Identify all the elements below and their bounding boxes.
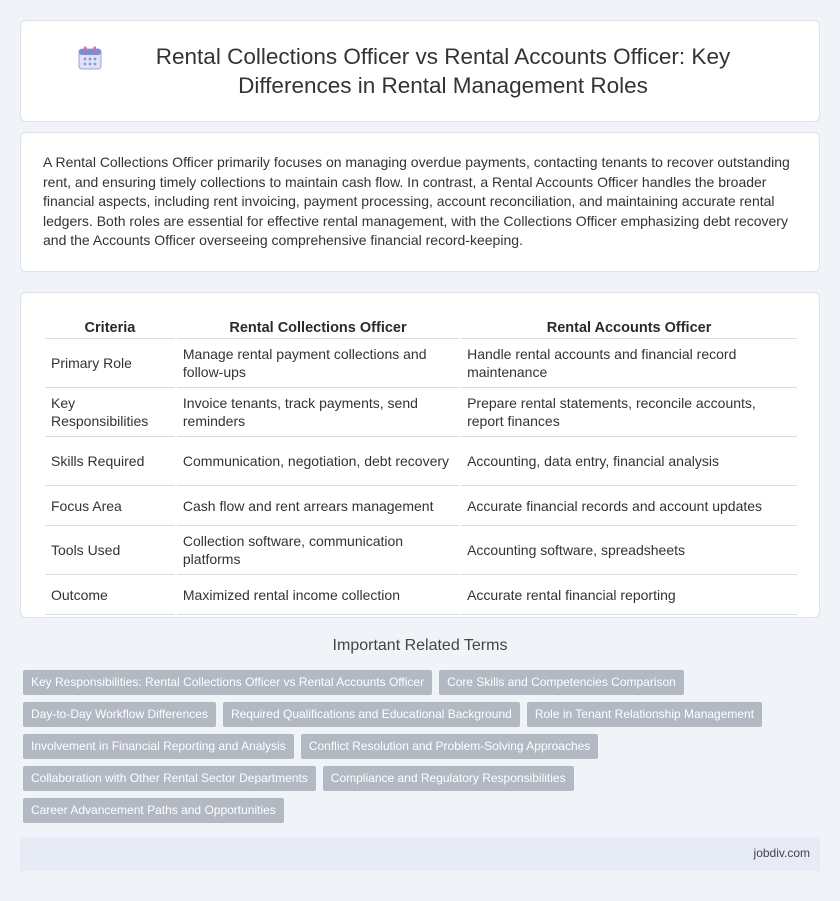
footer [20, 837, 820, 871]
comparison-table [43, 313, 799, 615]
related-term-tag[interactable]: Required Qualifications and Educational Background [223, 702, 520, 727]
accounts-cell: Prepare rental statements, reconcile accounts, report finances [461, 388, 797, 437]
related-term-tag[interactable]: Conflict Resolution and Problem-Solving Approaches [301, 734, 599, 759]
intro-card [20, 132, 820, 272]
collections-cell: Communication, negotiation, debt recovery [177, 437, 459, 486]
accounts-cell: Accurate rental financial reporting [461, 575, 797, 615]
accounts-cell: Handle rental accounts and financial record maintenance [461, 339, 797, 388]
collections-cell: Collection software, communication platforms [177, 526, 459, 575]
table-row [45, 437, 797, 486]
related-term-tag[interactable]: Collaboration with Other Rental Sector Departments [23, 766, 316, 791]
collections-cell: Manage rental payment collections and follow-ups [177, 339, 459, 388]
header-collections-officer: Rental Collections Officer [177, 313, 459, 339]
header-accounts-officer: Rental Accounts Officer [461, 313, 797, 339]
related-terms-list [23, 670, 803, 830]
footer-site-link[interactable]: jobdiv.com [753, 846, 810, 860]
table-row [45, 388, 797, 437]
header-card [20, 20, 820, 122]
header-criteria: Criteria [45, 313, 175, 339]
collections-cell: Cash flow and rent arrears management [177, 486, 459, 526]
table-row [45, 486, 797, 526]
related-term-tag[interactable]: Day-to-Day Workflow Differences [23, 702, 216, 727]
comparison-card [20, 292, 820, 618]
related-term-tag[interactable]: Career Advancement Paths and Opportunities [23, 798, 284, 823]
table-row [45, 339, 797, 388]
criteria-cell: Outcome [45, 575, 175, 615]
intro-paragraph: A Rental Collections Officer primarily focuses on managing overdue payments, contacting tenants to recover outstanding rent, and ensuring timely collections to maintain cash flow. In contrast, a Rental Accounts Officer handles the broader financial aspects, including rent invoicing, payment processing, account reconciliation, and maintaining accurate rental ledgers. Both roles are essential for effective rental management, with the Collections Officer emphasizing debt recovery and the Accounts Officer overseeing comprehensive financial record-keeping. [43, 154, 790, 248]
calendar-icon [77, 45, 103, 71]
criteria-cell: Skills Required [45, 437, 175, 486]
criteria-cell: Focus Area [45, 486, 175, 526]
table-header-row [45, 313, 797, 339]
criteria-cell: Tools Used [45, 526, 175, 575]
related-term-tag[interactable]: Compliance and Regulatory Responsibilities [323, 766, 574, 791]
accounts-cell: Accounting, data entry, financial analysis [461, 437, 797, 486]
collections-cell: Maximized rental income collection [177, 575, 459, 615]
collections-cell: Invoice tenants, track payments, send reminders [177, 388, 459, 437]
related-term-tag[interactable]: Key Responsibilities: Rental Collections Officer vs Rental Accounts Officer [23, 670, 432, 695]
related-term-tag[interactable]: Core Skills and Competencies Comparison [439, 670, 684, 695]
table-row [45, 526, 797, 575]
accounts-cell: Accounting software, spreadsheets [461, 526, 797, 575]
table-row [45, 575, 797, 615]
criteria-cell: Key Responsibilities [45, 388, 175, 437]
accounts-cell: Accurate financial records and account updates [461, 486, 797, 526]
related-terms-title: Important Related Terms [332, 637, 508, 654]
related-term-tag[interactable]: Involvement in Financial Reporting and Analysis [23, 734, 294, 759]
related-term-tag[interactable]: Role in Tenant Relationship Management [527, 702, 762, 727]
page-title: Rental Collections Officer vs Rental Accounts Officer: Key Differences in Rental Management Roles [155, 44, 731, 98]
criteria-cell: Primary Role [45, 339, 175, 388]
